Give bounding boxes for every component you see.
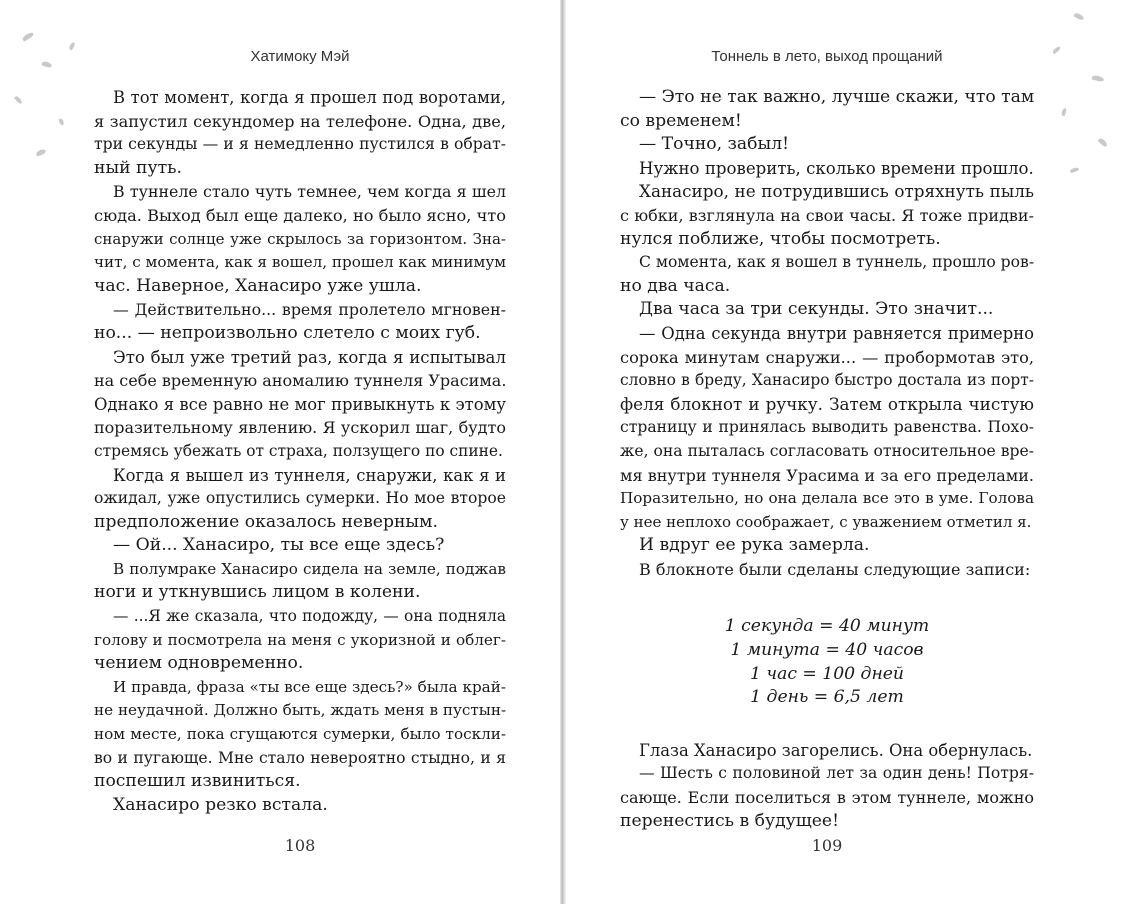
text-line: ный путь. xyxy=(94,157,182,178)
text-line: словно в бреду, Ханасиро быстро достала из порт- xyxy=(620,371,1034,390)
running-head-author: Хатимоку Мэй xyxy=(250,48,350,65)
text-line: В полумраке Ханасиро сидела на земле, поджав xyxy=(113,559,506,578)
left-page-text xyxy=(94,86,506,817)
text-line: ожидал, уже опустились сумерки. Но мое второе xyxy=(94,489,506,508)
text-line: — Действительно... время пролетело мгновен- xyxy=(113,300,506,320)
left-page xyxy=(94,0,506,904)
text-line: чит, с момента, как я вошел, прошел как минимум xyxy=(94,253,507,272)
text-line: Ханасиро, не потрудившись отряхнуть пыль xyxy=(639,181,1034,202)
text-line: поспешил извиниться. xyxy=(94,771,301,792)
text-line: Поразительно, но она делала все это в уме. Голова xyxy=(620,489,1034,508)
text-line: снаружи солнце уже скрылось за горизонтом. Зна- xyxy=(94,229,506,248)
text-line: С момента, как я вошел в туннель, прошло ров- xyxy=(639,253,1035,272)
text-line: ноги и уткнувшись лицом в колени. xyxy=(94,582,421,603)
right-text-after-formula xyxy=(620,739,1034,833)
text-line: страницу и принялась выводить равенства. Похо- xyxy=(620,418,1034,437)
petal-decoration xyxy=(58,118,64,126)
text-line: я запустил секундомер на телефоне. Одна, две, xyxy=(94,111,506,131)
text-line: сающе. Если поселиться в этом туннеле, можно xyxy=(620,788,1034,808)
running-head-title: Тоннель в лето, выход прощаний xyxy=(711,48,943,65)
formula-line: 1 минута = 40 часов xyxy=(730,640,924,661)
text-line: ном месте, пока сгущаются сумерки, было тоскли- xyxy=(94,725,506,744)
text-line: со временем! xyxy=(620,110,742,131)
text-line: но... — непроизвольно слетело с моих губ. xyxy=(94,322,481,343)
page-number-left: 108 xyxy=(284,836,316,855)
text-line: — Шесть с половиной лет за один день! Потря- xyxy=(639,764,1034,783)
text-line: феля блокнот и ручку. Затем открыла чистую xyxy=(620,393,1034,414)
right-page xyxy=(620,0,1034,904)
text-line: сорока минутам снаружи... — пробормотав это, xyxy=(620,347,1034,367)
right-page-text xyxy=(620,86,1034,833)
formula-line: 1 час = 100 дней xyxy=(749,663,905,684)
text-line: мя внутри туннеля Урасима и за его пределами. xyxy=(620,465,1034,485)
text-line: у нее неплохо соображает, с уважением отметил я. xyxy=(620,512,1032,531)
petal-decoration xyxy=(35,148,46,156)
text-line: голову и посмотрела на меня с укоризной и облег- xyxy=(94,630,506,649)
text-line: нулся поближе, чтобы посмотреть. xyxy=(620,228,941,249)
text-line: сюда. Выход был еще далеко, но было ясно, что xyxy=(94,205,506,225)
petal-decoration xyxy=(1061,108,1067,117)
text-line: Два часа за три секунды. Это значит... xyxy=(639,299,994,320)
text-line: перенестись в будущее! xyxy=(620,810,839,831)
text-line: не неудачной. Должно быть, ждать меня в пустын- xyxy=(94,701,507,720)
formula-line: 1 день = 6,5 лет xyxy=(750,687,904,708)
text-line: предположение оказалось неверным. xyxy=(94,511,438,532)
text-line: — Точно, забыл! xyxy=(639,134,790,155)
text-line: на себе временную аномалию туннеля Урасима. xyxy=(94,371,507,391)
petal-decoration xyxy=(1070,167,1080,173)
text-line: В блокноте были сделаны следующие записи: xyxy=(639,559,1031,579)
page-number-right: 109 xyxy=(811,836,843,855)
petal-decoration xyxy=(22,31,35,41)
text-line: чением одновременно. xyxy=(94,653,304,674)
text-line: поразительному явлению. Я ускорил шаг, будто xyxy=(94,418,506,438)
petal-decoration xyxy=(1098,137,1109,148)
text-line: Однако я все равно не мог привыкнуть к этому xyxy=(94,394,506,414)
right-text-before-formula xyxy=(620,86,1034,581)
petal-decoration xyxy=(14,95,23,104)
book-gutter xyxy=(560,0,566,904)
formula-line: 1 секунда = 40 минут xyxy=(724,616,930,637)
text-line: — Ой... Ханасиро, ты все еще здесь? xyxy=(113,535,445,556)
text-line: Глаза Ханасиро загорелись. Она обернулась. xyxy=(639,740,1033,760)
petal-decoration xyxy=(1092,75,1105,83)
petal-decoration xyxy=(1073,12,1084,21)
text-line: три секунды — и я немедленно пустился в обрат- xyxy=(94,135,506,154)
text-line: — ...Я же сказала, что подожду, — она подняла xyxy=(113,607,506,626)
text-line: же, она пыталась согласовать относительное вре- xyxy=(620,441,1034,460)
text-line: Ханасиро резко встала. xyxy=(113,794,328,815)
petal-decoration xyxy=(1052,46,1061,55)
text-line: Это был уже третий раз, когда я испытывал xyxy=(113,347,506,367)
text-line: И вдруг ее рука замерла. xyxy=(639,535,870,556)
notebook-formula xyxy=(620,615,1034,709)
text-line: В туннеле стало чуть темнее, чем когда я шел xyxy=(113,182,506,202)
text-line: но два часа. xyxy=(620,275,731,296)
text-line: Нужно проверить, сколько времени прошло. xyxy=(639,158,1034,178)
text-line: — Это не так важно, лучше скажи, что там xyxy=(639,87,1035,107)
text-line: — Одна секунда внутри равняется примерно xyxy=(639,323,1034,343)
text-line: во и пугающе. Мне стало невероятно стыдно, и я xyxy=(94,748,506,767)
text-line: стремясь убежать от страха, ползущего по спине. xyxy=(94,441,503,460)
text-line: В тот момент, когда я прошел под воротами, xyxy=(113,88,506,107)
text-line: Когда я вышел из туннеля, снаружи, как я и xyxy=(113,465,506,485)
text-line: час. Наверное, Ханасиро уже ушла. xyxy=(94,275,422,296)
petal-decoration xyxy=(41,60,52,68)
text-line: И правда, фраза «ты все еще здесь?» была край- xyxy=(113,677,506,696)
text-line: с юбки, взглянула на свои часы. Я тоже придви- xyxy=(620,205,1034,225)
petal-decoration xyxy=(68,42,75,51)
